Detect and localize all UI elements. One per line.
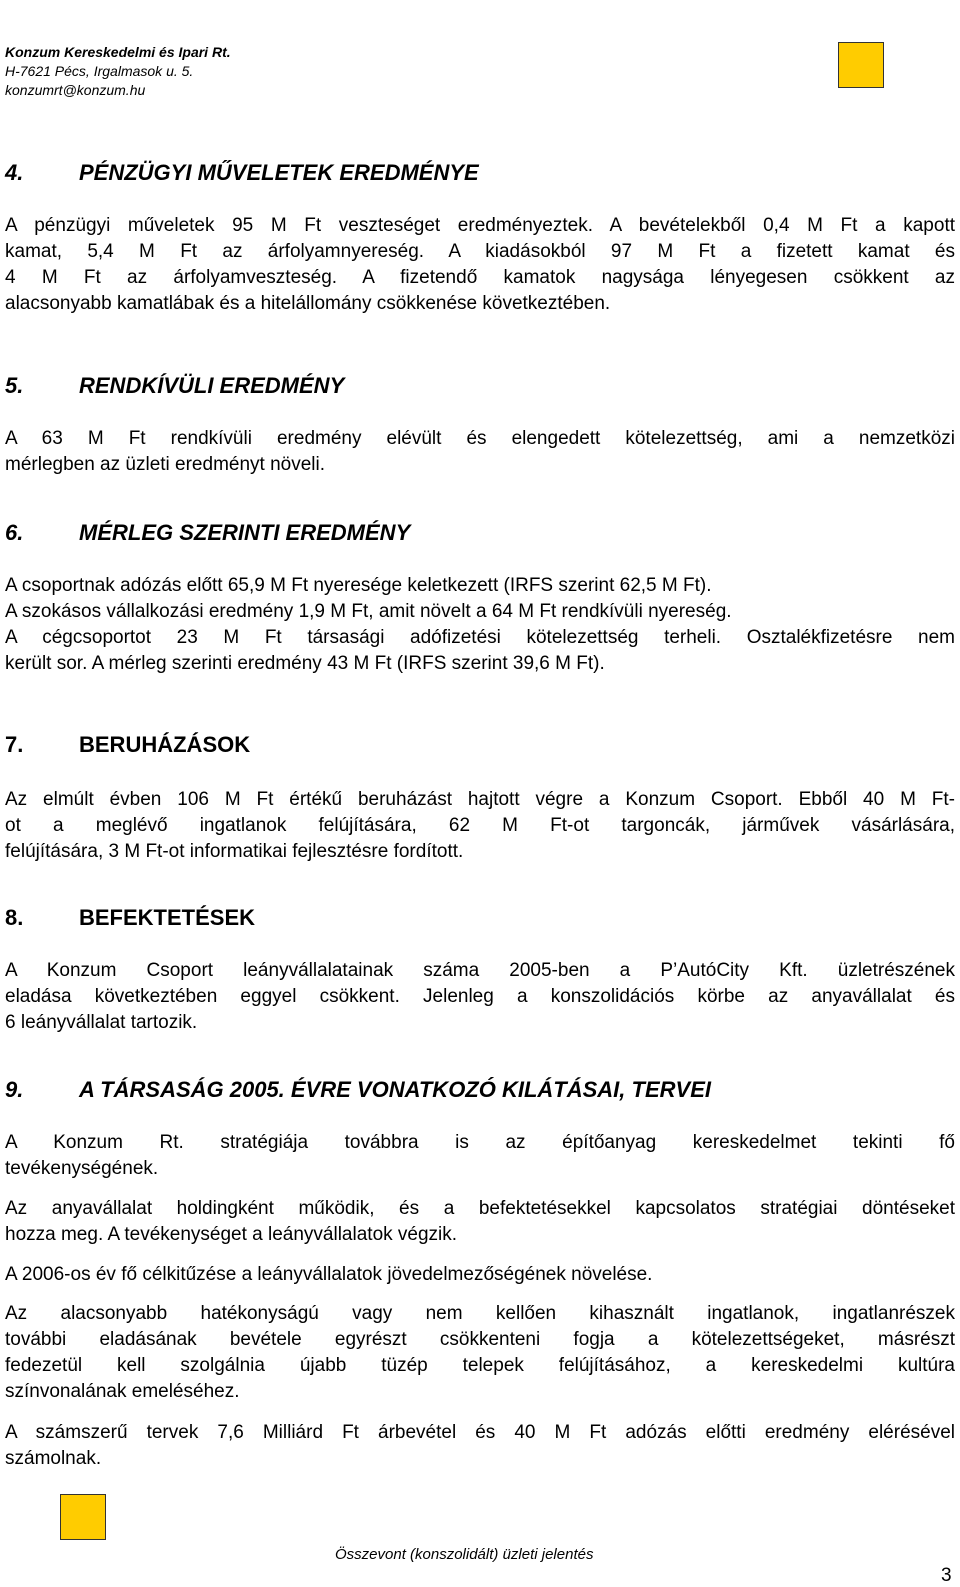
section-8-title [5,905,255,931]
section-9-paragraph-5 [5,1420,955,1472]
section-heading: BEFEKTETÉSEK [79,905,256,930]
section-number: 5. [5,373,24,398]
footer-logo-square-icon [60,1494,106,1540]
section-heading: MÉRLEG SZERINTI EREDMÉNY [79,520,411,545]
page-number: 3 [941,1565,952,1586]
section-6-paragraph [5,573,955,677]
text-line: A 2006-os év fő célkitűzése a leányvállalatok jövedelmezőségének növelése. [5,1264,653,1285]
section-number: 8. [5,905,24,930]
company-email: konzumrt@konzum.hu [5,82,146,98]
section-8-paragraph [5,958,955,1036]
company-name: Konzum Kereskedelmi és Ipari Rt. [5,44,231,60]
section-number: 9. [5,1077,24,1102]
text-line: A csoportnak adózás előtt 65,9 M Ft nyeresége keletkezett (IRFS szerint 62,5 M Ft). [5,575,712,596]
text-line: A szokásos vállalkozási eredmény 1,9 M Ft, amit növelt a 64 M Ft rendkívüli nyereség. [5,601,732,622]
text-line: tevékenységének. [5,1158,159,1179]
text-line: A pénzügyi műveletek 95 M Ft veszteséget eredményeztek. A bevételekből 0,4 M Ft a kapott [5,215,955,236]
footer-title: Összevont (konszolidált) üzleti jelentés [335,1546,594,1563]
section-4-paragraph [5,213,955,317]
text-line: Az anyavállalat holdingként működik, és a befektetésekkel kapcsolatos stratégiai döntéseket [5,1198,955,1219]
letterhead [5,43,231,100]
section-5-title [5,373,344,399]
section-heading: RENDKÍVÜLI EREDMÉNY [79,373,345,398]
company-address: H-7621 Pécs, Irgalmasok u. 5. [5,63,194,79]
section-9-paragraph-4 [5,1301,955,1405]
text-line: A 63 M Ft rendkívüli eredmény elévült és elengedett kötelezettség, ami a nemzetközi [5,428,955,449]
text-line: kamat, 5,4 M Ft az árfolyamnyereség. A kiadásokból 97 M Ft a fizetett kamat és [5,241,955,262]
text-line: A Konzum Rt. stratégiája továbbra is az építőanyag kereskedelmet tekinti fő [5,1132,955,1153]
section-9-paragraph-1 [5,1130,955,1182]
text-line: került sor. A mérleg szerinti eredmény 43 M Ft (IRFS szerint 39,6 M Ft). [5,653,605,674]
text-line: fedezetül kell szolgálnia újabb tüzép telepek felújításához, a kereskedelmi kultúra [5,1355,955,1376]
section-7-title [5,732,250,758]
text-line: számolnak. [5,1448,102,1469]
section-heading: PÉNZÜGYI MŰVELETEK EREDMÉNYE [79,160,479,185]
text-line: hozza meg. A tevékenységet a leányvállalatok végzik. [5,1224,458,1245]
section-heading: A TÁRSASÁG 2005. ÉVRE VONATKOZÓ KILÁTÁSAI, TERVEI [79,1077,711,1102]
text-line: A cégcsoportot 23 M Ft társasági adófizetési kötelezettség terheli. Osztalékfizetésre nem [5,627,955,648]
section-number: 4. [5,160,24,185]
section-5-paragraph [5,426,955,478]
logo-square-icon [838,42,884,88]
text-line: további eladásának bevétele egyrészt csökkenteni fogja a kötelezettségeket, másrészt [5,1329,955,1350]
text-line: színvonalának emeléséhez. [5,1381,240,1402]
text-line: ot a meglévő ingatlanok felújítására, 62 M Ft-ot targoncák, járművek vásárlására, [5,815,955,836]
section-number: 7. [5,732,24,757]
section-6-title [5,520,410,546]
text-line: eladása következtében eggyel csökkent. Jelenleg a konszolidációs körbe az anyavállalat és [5,986,955,1007]
text-line: A Konzum Csoport leányvállalatainak száma 2005-ben a P’AutóCity Kft. üzletrészének [5,960,955,981]
section-4-title [5,160,479,186]
section-9-paragraph-3 [5,1262,955,1288]
section-9-title [5,1077,711,1103]
text-line: A számszerű tervek 7,6 Milliárd Ft árbevétel és 40 M Ft adózás előtti eredmény elérésével [5,1422,955,1443]
text-line: mérlegben az üzleti eredményt növeli. [5,454,326,475]
text-line: Az alacsonyabb hatékonyságú vagy nem kellően kihasznált ingatlanok, ingatlanrészek [5,1303,955,1324]
text-line: felújítására, 3 M Ft-ot informatikai fejlesztésre fordított. [5,841,464,862]
section-9-paragraph-2 [5,1196,955,1248]
text-line: 4 M Ft az árfolyamveszteség. A fizetendő kamatok nagysága lényegesen csökkent az [5,267,955,288]
section-number: 6. [5,520,24,545]
section-heading: BERUHÁZÁSOK [79,732,251,757]
section-7-paragraph [5,787,955,865]
text-line: 6 leányvállalat tartozik. [5,1012,198,1033]
text-line: Az elmúlt évben 106 M Ft értékű beruházást hajtott végre a Konzum Csoport. Ebből 40 M Ft- [5,789,955,810]
text-line: alacsonyabb kamatlábak és a hitelállomány csökkenése következtében. [5,293,611,314]
